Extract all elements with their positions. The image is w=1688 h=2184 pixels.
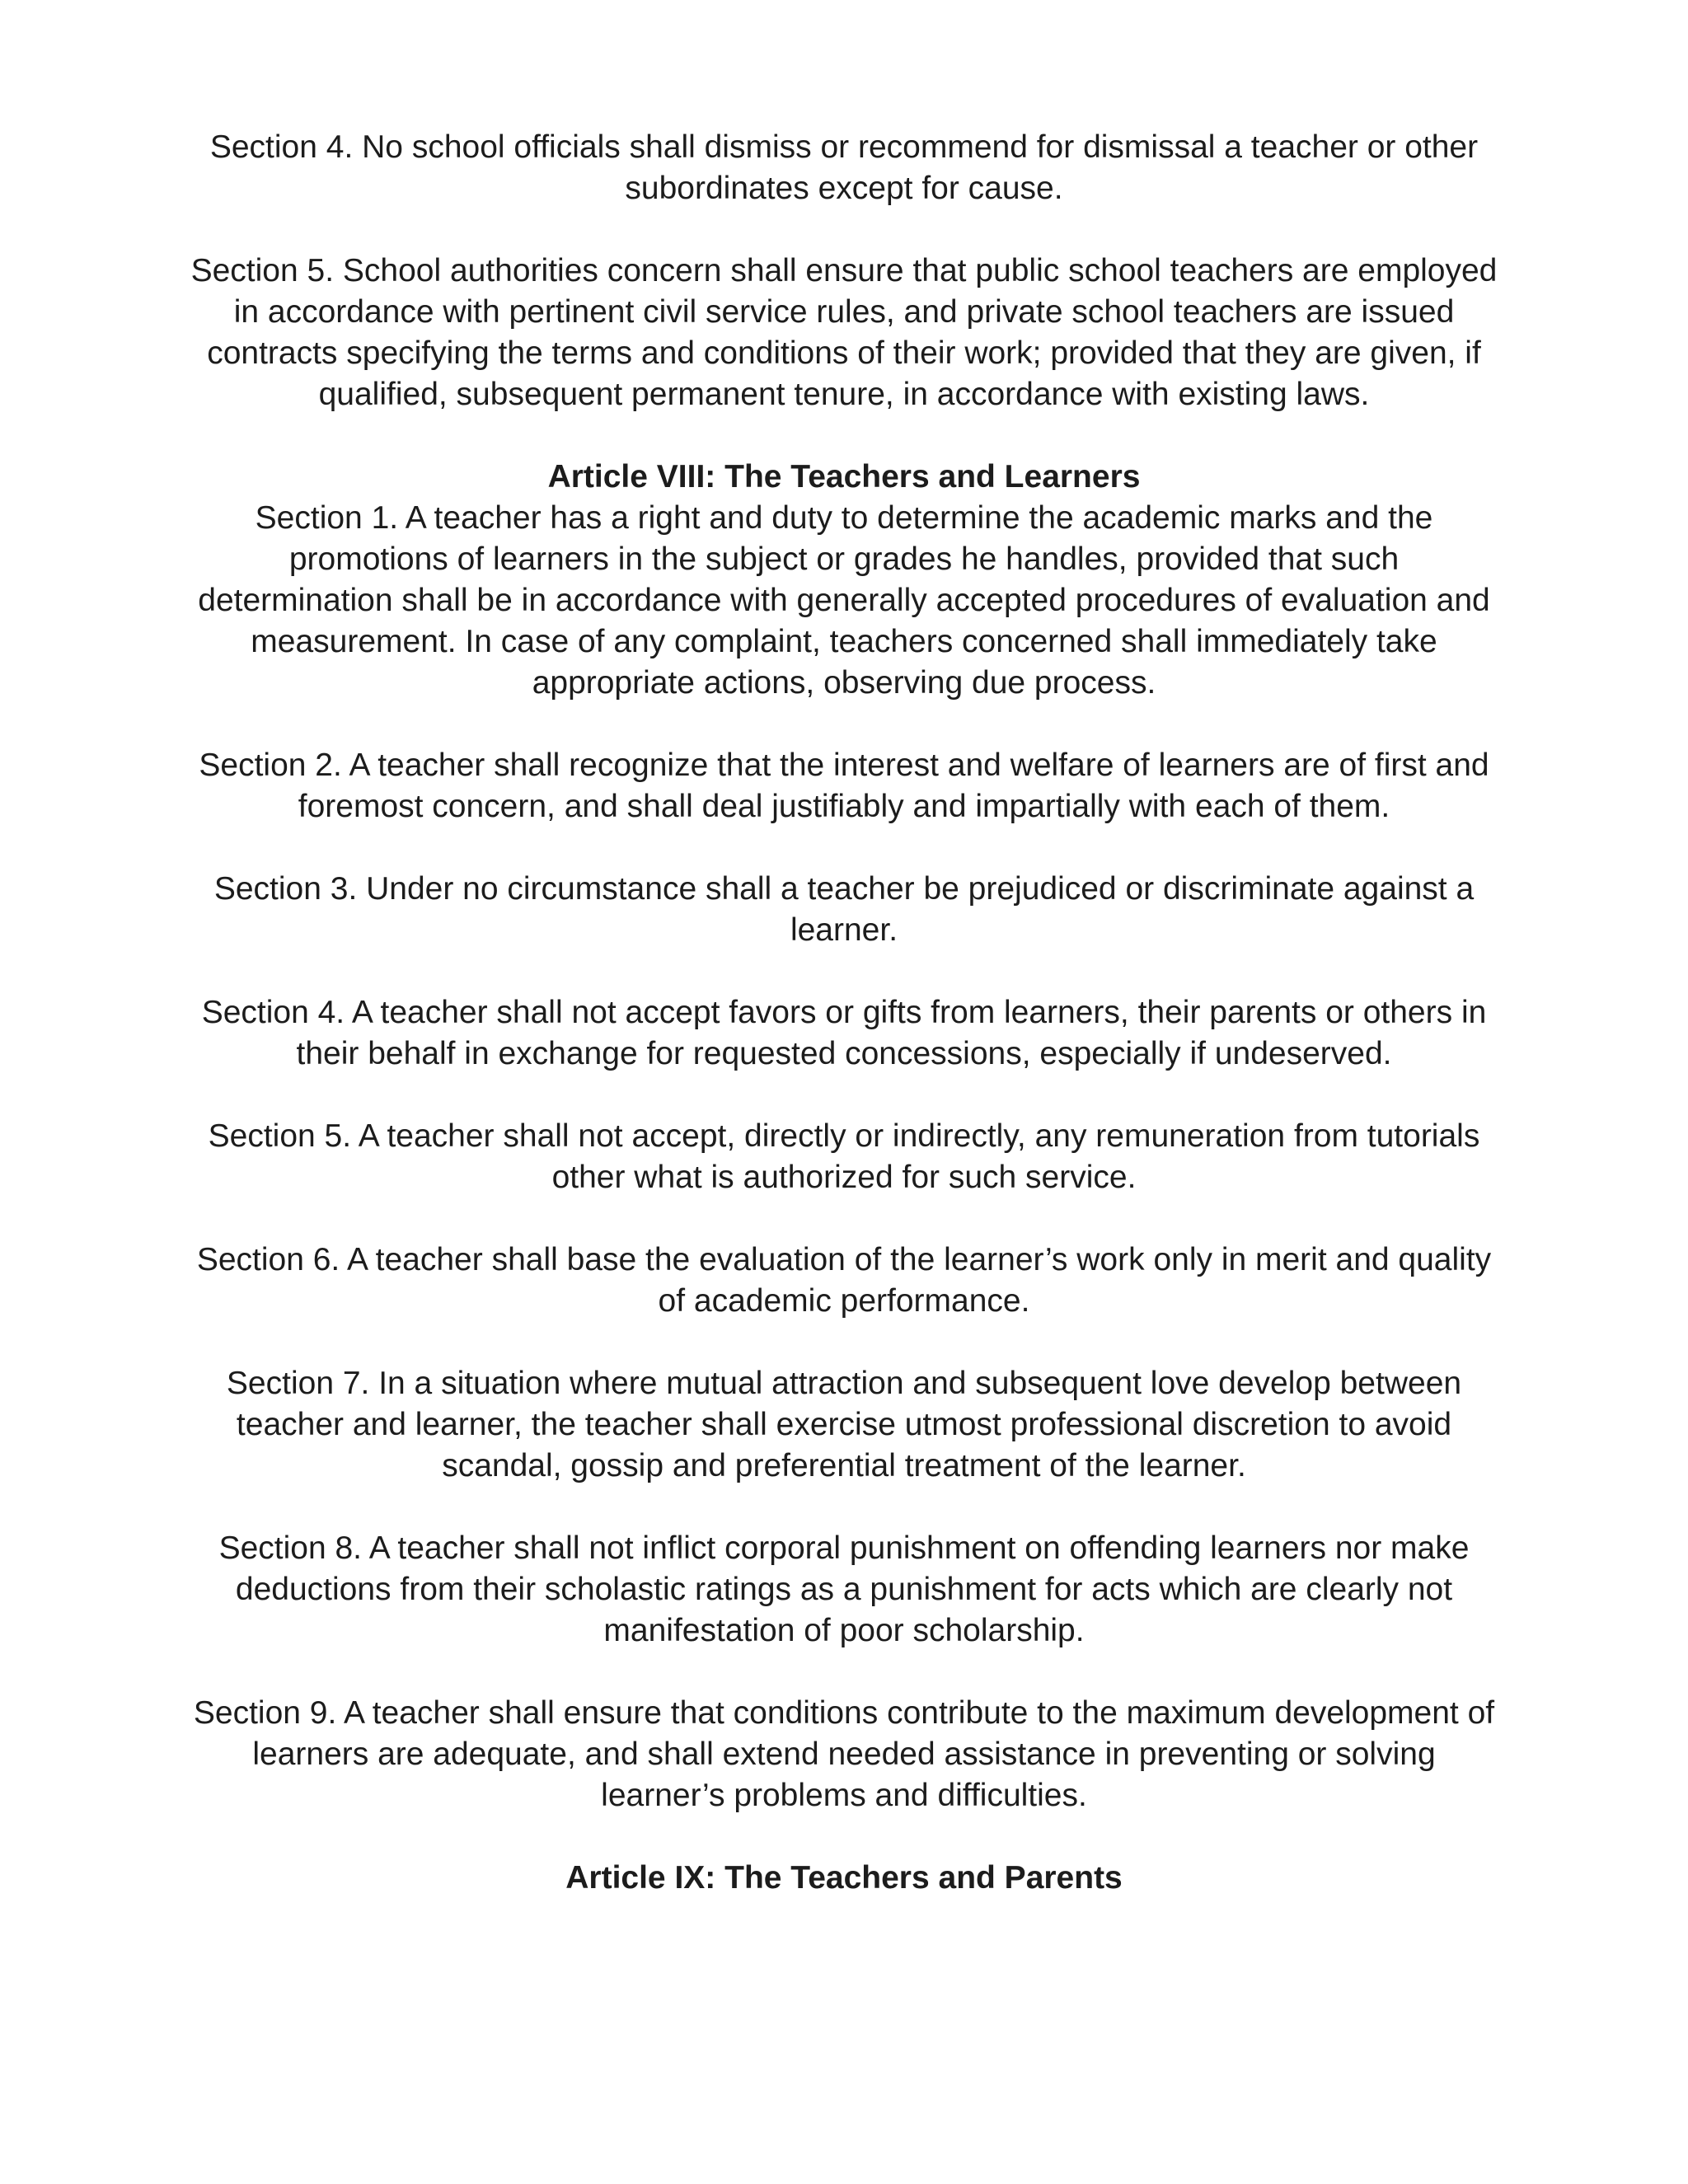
article-viii-section-1: Section 1. A teacher has a right and duty to determine the academic marks and the promotions of learners in the subject or grades he handles, provided that such determination shall be in accordance with generally accepted procedures of evaluation and measurement. In case of any complaint, teachers concerned shall immediately take appropriate actions, observing due process. — [198, 500, 1490, 701]
article-viii-section-8: Section 8. A teacher shall not inflict corporal punishment on offending learners nor make deductions from their scholastic ratings as a punishment for acts which are clearly not manifestation of poor scholarship. — [218, 1530, 1470, 1648]
article-viii-section-9: Section 9. A teacher shall ensure that conditions contribute to the maximum development of learners are adequate, and shall extend needed assistance in preventing or solving learner’s problems and difficulties. — [193, 1695, 1495, 1813]
article-viii-section-7: Section 7. In a situation where mutual attraction and subsequent love develop between teacher and learner, the teacher shall exercise utmost professional discretion to avoid scandal, gossip and preferential treatment of the learner. — [226, 1366, 1462, 1483]
section-5-employment: Section 5. School authorities concern shall ensure that public school teachers are employed in accordance with pertinent civil service rules, and private school teachers are issued contracts specifying the terms and conditions of their work; provided that they are given, if qualified, subsequent permanent tenure, in accordance with existing laws. — [190, 253, 1498, 412]
article-viii-section-4: Section 4. A teacher shall not accept favors or gifts from learners, their parents or others in their behalf in exchange for requested concessions, especially if undeserved. — [201, 995, 1487, 1071]
article-ix-heading: Article IX: The Teachers and Parents — [565, 1860, 1123, 1896]
article-viii-section-3: Section 3. Under no circumstance shall a teacher be prejudiced or discriminate against a learner. — [213, 871, 1475, 948]
section-4-dismissal: Section 4. No school officials shall dismiss or recommend for dismissal a teacher or other subordinates except for cause. — [209, 129, 1479, 206]
article-viii-section-5: Section 5. A teacher shall not accept, directly or indirectly, any remuneration from tutorials other what is authorized for such service. — [208, 1118, 1480, 1195]
article-viii-section-6: Section 6. A teacher shall base the evaluation of the learner’s work only in merit and quality of academic performance. — [196, 1242, 1492, 1319]
document-body — [190, 127, 1498, 1899]
article-viii-section-2: Section 2. A teacher shall recognize that the interest and welfare of learners are of first and foremost concern, and shall deal justifiably and impartially with each of them. — [199, 748, 1489, 824]
article-viii-heading: Article VIII: The Teachers and Learners — [547, 459, 1141, 494]
